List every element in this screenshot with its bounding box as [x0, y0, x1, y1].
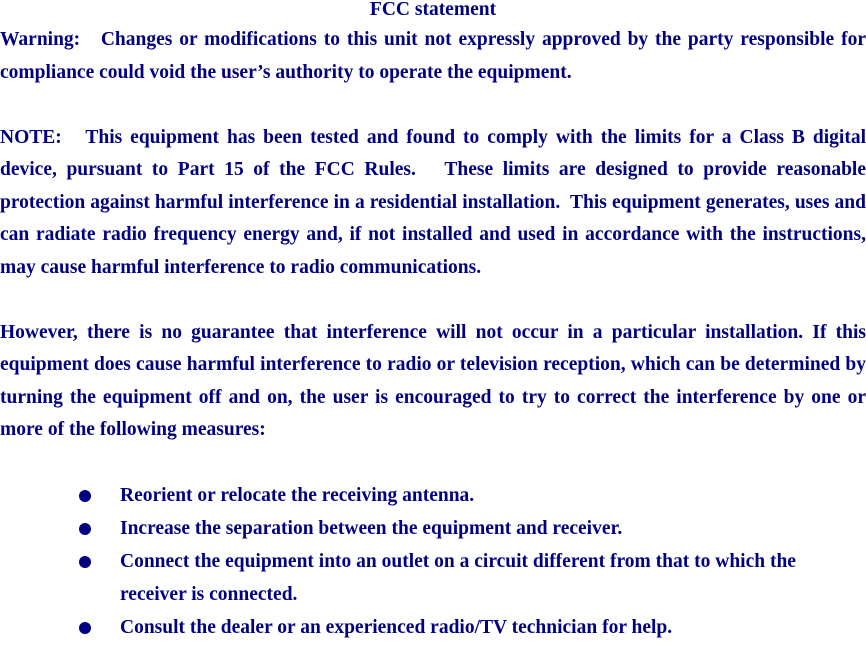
bullet-dot-icon [79, 556, 91, 568]
measures-list [0, 479, 866, 644]
page-title: FCC statement [369, 0, 497, 20]
warning-paragraph: Warning: Changes or modifications to this unit not expressly approved by the party responsible for compliance could void the user’s authority to operate the equipment. [0, 29, 866, 83]
list-item [0, 611, 866, 644]
note-paragraph: NOTE: This equipment has been tested and found to comply with the limits for a Class B digital device, pursuant to Part 15 of the FCC Rules. These limits are designed to provide reasonable protection against harmful interference in a residential installation. This equipment generates, uses and can radiate radio frequency energy and, if not installed and used in accordance with the instructions, may cause harmful interference to radio communications. [0, 126, 866, 278]
measure-text: Reorient or relocate the receiving antenna. [120, 485, 475, 506]
list-item [0, 545, 866, 611]
list-item [0, 479, 866, 512]
paragraph-spacer [0, 284, 866, 317]
measure-text: Consult the dealer or an experienced radio/TV technician for help. [120, 617, 673, 638]
bullet-dot-icon [79, 523, 91, 535]
paragraph-spacer [0, 447, 866, 480]
measure-text: Connect the equipment into an outlet on a circuit different from that to which the receiver is connected. [120, 551, 796, 605]
however-paragraph: However, there is no guarantee that interference will not occur in a particular installation. If this equipment does cause harmful interference to radio or television reception, which can be determined by turning the equipment off and on, the user is encouraged to try to correct the interference by one or more of the following measures: [0, 321, 866, 440]
paragraph-spacer [0, 89, 866, 122]
bullet-dot-icon [79, 622, 91, 634]
list-item [0, 512, 866, 545]
measure-text: Increase the separation between the equipment and receiver. [120, 518, 623, 539]
bullet-dot-icon [79, 490, 91, 502]
